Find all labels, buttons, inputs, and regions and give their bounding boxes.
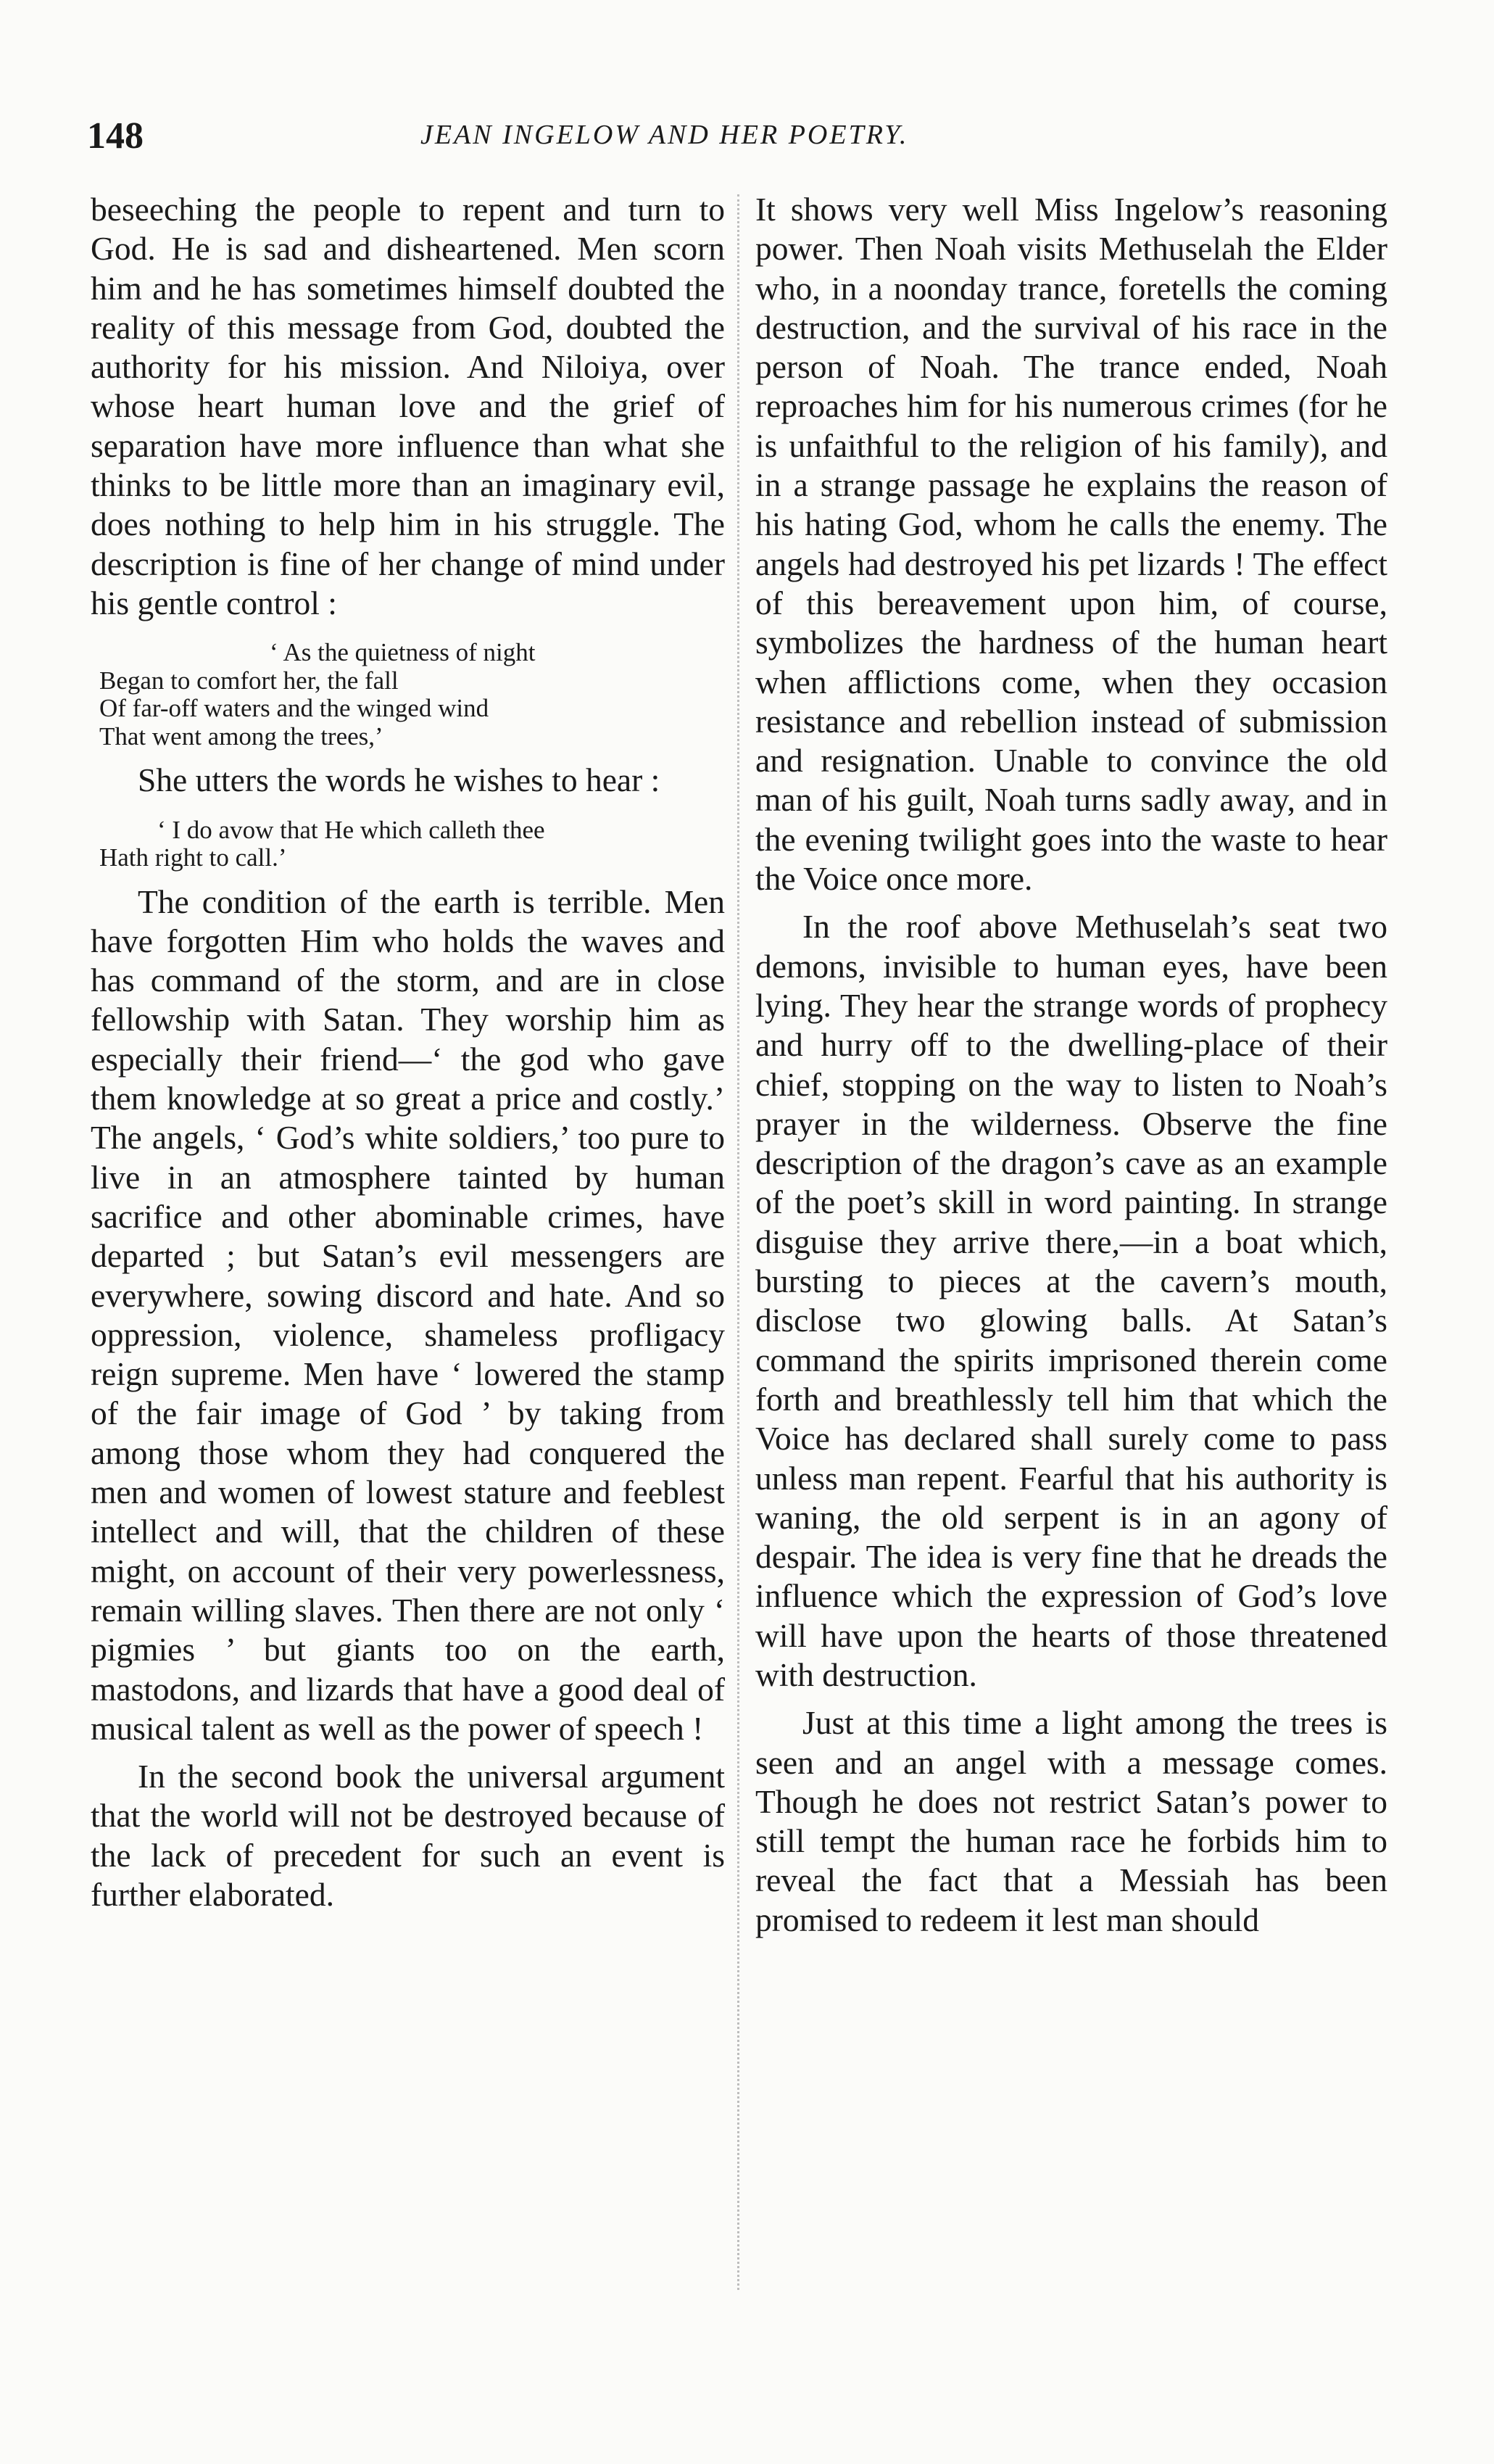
- paragraph: She utters the words he wishes to hear :: [138, 761, 660, 799]
- paragraph: In the roof above Methuselah’s seat two demons, invisible to human eyes, have been lying. They hear the strange words of prophecy and hurry off to the dwelling-place of their chief, stopping on the way to listen to Noah’s prayer in the wilderness. Observe the fine description of the dragon’s cave as an example of the poet’s skill in word painting. In strange disguise they arrive there,—in a boat which, bursting to pieces at the cavern’s mouth, disclose two glowing balls. At Satan’s command the spirits imprisoned therein come forth and breathlessly tell him that which the Voice has declared shall surely come to pass unless man repent. Fearful that his authority is waning, the old serpent is in an agony of despair. The idea is very fine that he dreads the influence which the expression of God’s love will have upon the hearts of those threatened with destruction.: [755, 908, 1387, 1693]
- right-column: [755, 190, 1387, 1940]
- paragraph: Just at this time a light among the trees is seen and an angel with a message comes. Though he does not restrict Satan’s power to still tempt the human race he forbids him to reveal the fact that a Messiah has been promised to redeem it lest man should: [755, 1704, 1387, 1938]
- page-number: 148: [87, 115, 144, 157]
- left-column: [91, 190, 725, 1914]
- paragraph: The condition of the earth is terrible. Men have forgotten Him who holds the waves and has command of the storm, and are in close fellowship with Satan. They worship him as especially their friend—‘ the god who gave them knowledge at so great a price and costly.’ The angels, ‘ God’s white soldiers,’ too pure to live in an atmosphere tainted by human sacrifice and other abominable crimes, have departed ; but Satan’s evil messengers are everywhere, sowing discord and hate. And so oppression, violence, shameless profligacy reign supreme. Men have ‘ lowered the stamp of the fair image of God ’ by taking from among those whom they had conquered the men and women of lowest stature and feeblest intellect and will, that the children of these might, on account of their very powerlessness, remain willing slaves. Then there are not only ‘ pigmies ’ but giants too on the earth, mastodons, and lizards that have a good deal of musical talent as well as the power of speech !: [91, 882, 725, 1747]
- verse-quote: [99, 816, 725, 872]
- paragraph: beseeching the people to repent and turn to God. He is sad and disheartened. Men scorn him and he has sometimes himself doubted the reality of this message from God, doubted the authority for his mission. And Niloiya, over whose heart human love and the grief of separation have more influence than what she thinks to be little more than an imaginary evil, does nothing to help him in his struggle. The description is fine of her change of mind under his gentle control :: [91, 191, 725, 621]
- verse-line: Of far-off waters and the winged wind: [99, 694, 489, 723]
- page-header: [0, 115, 1494, 173]
- verse-line: ‘ As the quietness of night: [270, 638, 536, 667]
- verse-line: ‘ I do avow that He which calleth thee: [157, 815, 545, 844]
- column-divider: [737, 194, 739, 2290]
- verse-line: Began to comfort her, the fall: [99, 666, 399, 695]
- verse-quote: [99, 639, 725, 751]
- running-title: JEAN INGELOW AND HER POETRY.: [420, 120, 909, 150]
- paragraph: It shows very well Miss Ingelow’s reasoning power. Then Noah visits Methuselah the Elder who, in a noonday trance, foretells the coming destruction, and the survival of his race in the person of Noah. The trance ended, Noah reproaches him for his numerous crimes (for he is unfaithful to the religion of his family), and in a strange passage he explains the reason of his hating God, whom he calls the enemy. The angels had destroyed his pet lizards ! The effect of this bereavement upon him, of course, symbolizes the hardness of the human heart when afflictions come, when they occasion resistance and rebellion instead of submission and resignation. Unable to convince the old man of his guilt, Noah turns sadly away, and in the evening twilight goes into the waste to hear the Voice once more.: [755, 191, 1387, 898]
- verse-line: That went among the trees,’: [99, 722, 383, 751]
- paragraph: In the second book the universal argument that the world will not be destroyed because of the lack of precedent for such an event is further elaborated.: [91, 1758, 725, 1913]
- verse-line: Hath right to call.’: [99, 843, 287, 872]
